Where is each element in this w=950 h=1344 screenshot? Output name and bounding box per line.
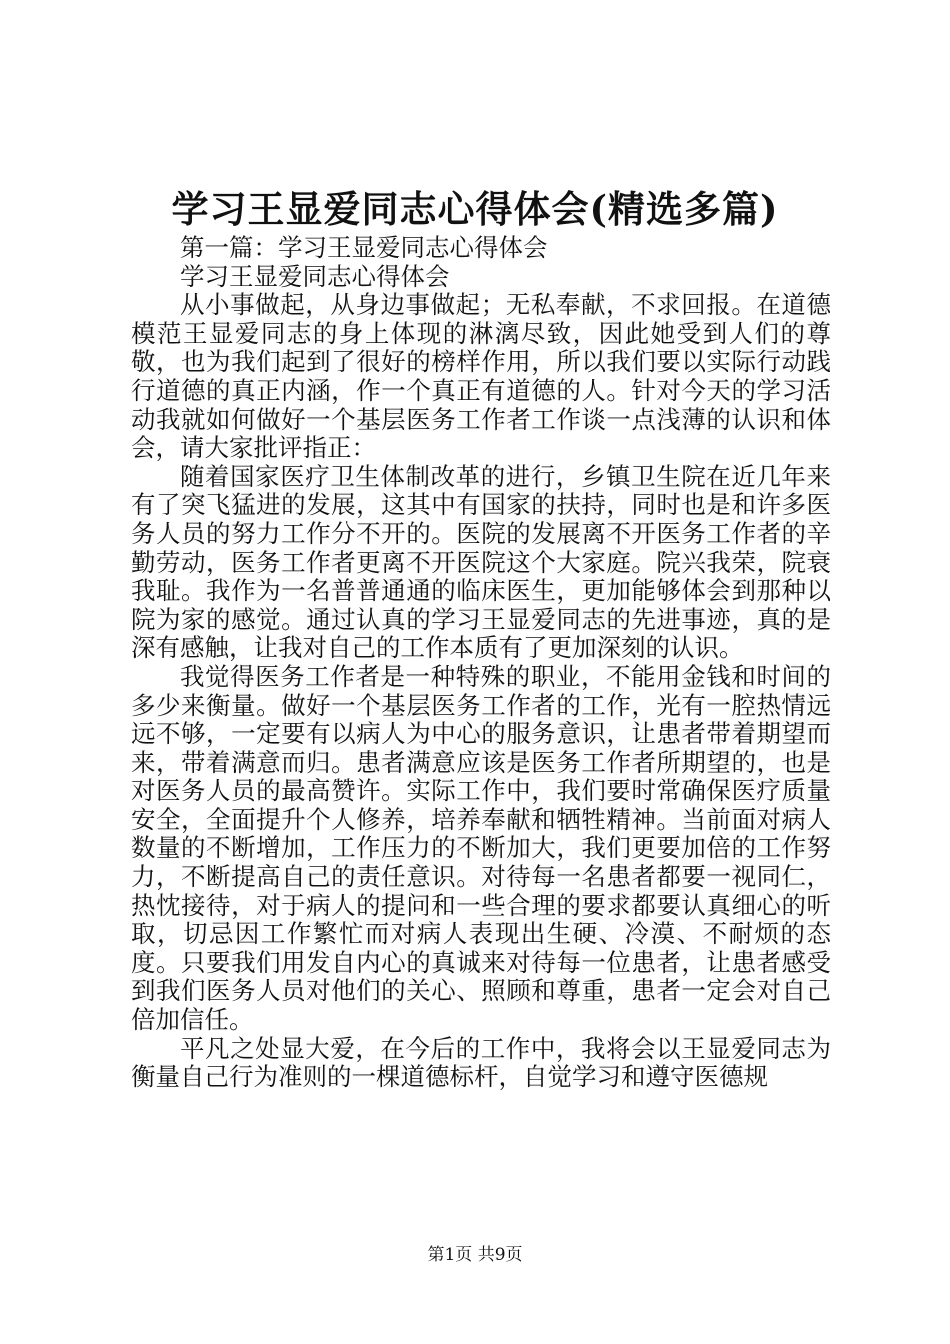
page-indicator: 第1页 共9页	[427, 1245, 523, 1265]
document-title: 学习王显爱同志心得体会(精选多篇)	[171, 187, 779, 231]
paragraph: 我觉得医务工作者是一种特殊的职业，不能用金钱和时间的多少来衡量。做好一个基层医务工作者的工作，光有一腔热情远远不够，一定要有以病人为中心的服务意识，让患者带着期望而来，带着满意而归。患者满意应该是医务工作者所期望的，也是对医务人员的最高赞许。实际工作中，我们要时常确保医疗质量安全，全面提升个人修养，培养奉献和牺牲精神。当前面对病人数量的不断增加，工作压力的不断加大，我们更要加倍的工作努力，不断提高自己的责任意识。对待每一名患者都要一视同仁，热忱接待，对于病人的提问和一些合理的要求都要认真细心的听取，切忌因工作繁忙而对病人表现出生硬、冷漠、不耐烦的态度。只要我们用发自内心的真诚来对待每一位患者，让患者感受到我们医务人员对他们的关心、照顾和尊重，患者一定会对自己倍加信任。	[131, 661, 831, 1035]
subheading: 学习王显爱同志心得体会	[180, 261, 450, 291]
document-body	[131, 234, 831, 1092]
paragraph: 平凡之处显大爱，在今后的工作中，我将会以王显爱同志为衡量自己行为准则的一棵道德标杆，自觉学习和遵守医德规	[131, 1033, 831, 1092]
section-heading: 第一篇：学习王显爱同志心得体会	[180, 233, 548, 262]
paragraph: 从小事做起，从身边事做起；无私奉献，不求回报。在道德模范王显爱同志的身上体现的淋漓尽致，因此她受到人们的尊敬，也为我们起到了很好的榜样作用，所以我们要以实际行动践行道德的真正内涵，作一个真正有道德的人。针对今天的学习活动我就如何做好一个基层医务工作者工作谈一点浅薄的认识和体会，请大家批评指正：	[131, 290, 831, 463]
paragraph: 随着国家医疗卫生体制改革的进行，乡镇卫生院在近几年来有了突飞猛进的发展，这其中有国家的扶持，同时也是和许多医务人员的努力工作分不开的。医院的发展离不开医务工作者的辛勤劳动，医务工作者更离不开医院这个大家庭。院兴我荣，院衰我耻。我作为一名普普通通的临床医生，更加能够体会到那种以院为家的感觉。通过认真的学习王显爱同志的先进事迹，真的是深有感触，让我对自己的工作本质有了更加深刻的认识。	[131, 461, 831, 663]
